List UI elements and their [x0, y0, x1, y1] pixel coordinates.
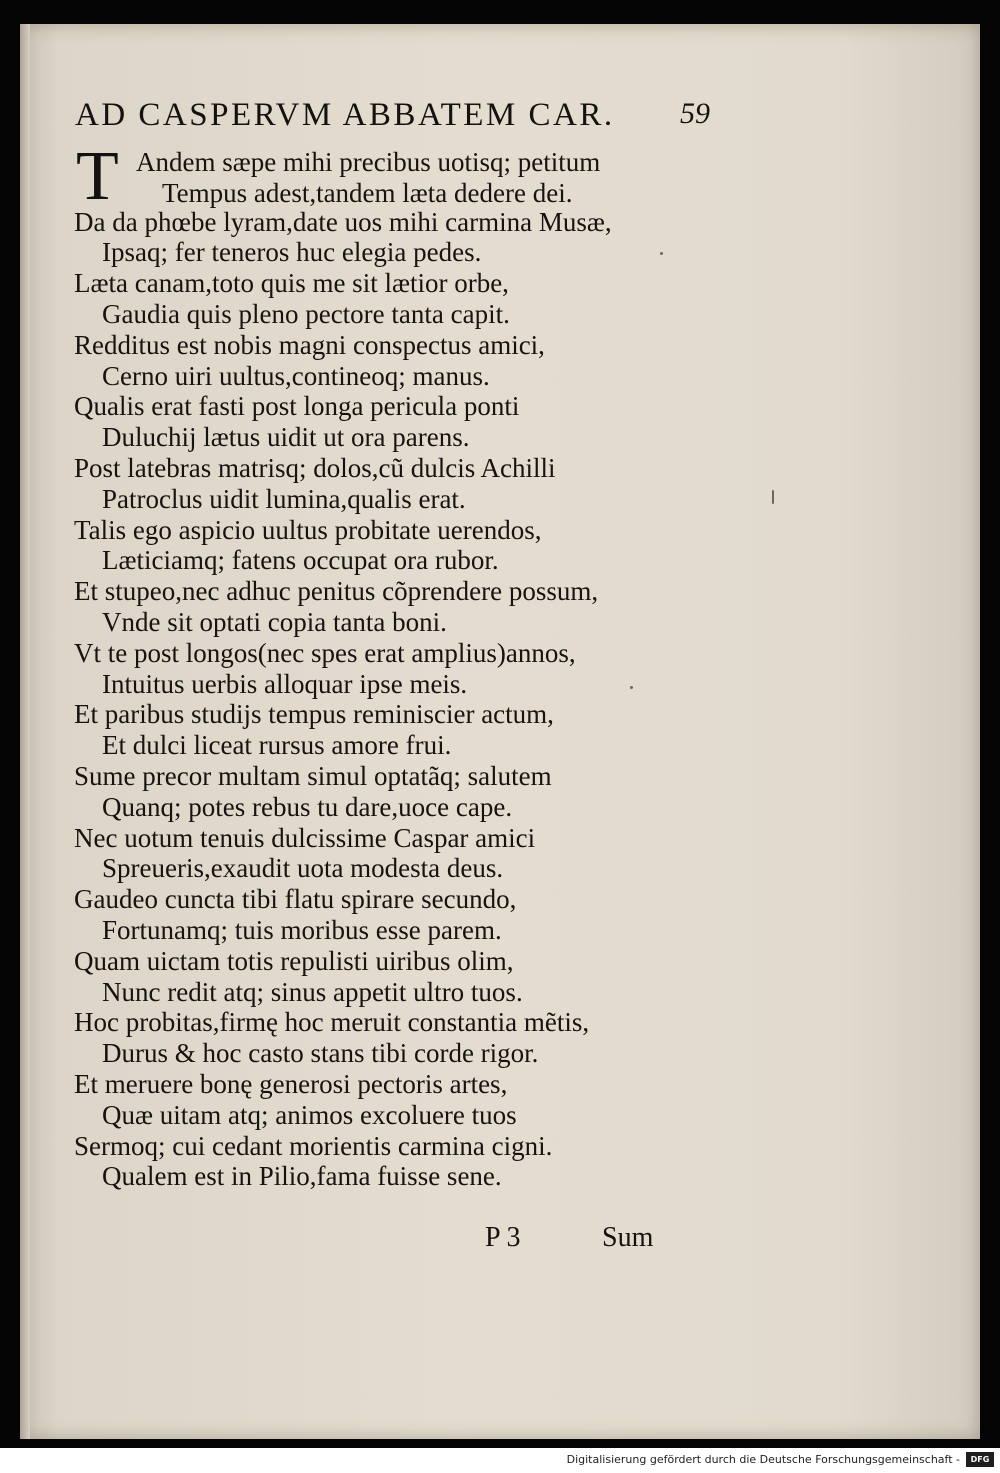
poem-line: Sermoq; cui cedant morientis carmina cigni.	[74, 1130, 553, 1161]
poem-line: Cerno uiri uultus,contineoq; manus.	[102, 360, 490, 391]
catchline	[70, 1222, 710, 1258]
digitization-footer	[0, 1448, 1000, 1473]
poem-line: Læticiamq; fatens occupat ora rubor.	[102, 545, 499, 576]
poem-line: Et paribus studijs tempus reminiscier actum,	[74, 699, 554, 730]
poem-line: Qualem est in Pilio,fama fuisse sene.	[102, 1161, 502, 1192]
poem-line: Patroclus uidit lumina,qualis erat.	[102, 483, 466, 514]
running-title: AD CASPERVM ABBATEM CAR.	[75, 97, 615, 133]
poem-line: Quæ uitam atq; animos excoluere tuos	[102, 1099, 517, 1130]
poem-line: Gaudeo cuncta tibi flatu spirare secundo,	[74, 884, 517, 915]
ink-speck	[772, 490, 774, 504]
poem-line: Andem sæpe mihi precibus uotisq; petitum	[136, 147, 601, 177]
page-edge	[20, 24, 30, 1439]
signature-mark: P 3	[485, 1222, 521, 1253]
poem-line: Duluchij lætus uidit ut ora parens.	[102, 422, 470, 453]
poem-line: Gaudia quis pleno pectore tanta capit.	[102, 298, 510, 329]
poem-line: Spreueris,exaudit uota modesta deus.	[102, 853, 504, 884]
poem-line: Et dulci liceat rursus amore frui.	[102, 730, 452, 761]
poem-line: Sume precor multam simul optatãq; salutem	[74, 760, 552, 791]
folio-number: 59	[680, 97, 710, 130]
poem-line: Et meruere bonę generosi pectoris artes,	[74, 1068, 508, 1099]
opening-couplet	[70, 138, 710, 215]
running-head	[75, 97, 715, 139]
poem-line: Redditus est nobis magni conspectus amici,	[74, 329, 545, 360]
poem-line: Vt te post longos(nec spes erat amplius)annos,	[74, 637, 576, 668]
poem-line: Vnde sit optati copia tanta boni.	[102, 606, 447, 637]
poem-line: Talis ego aspicio uultus probitate uerendos,	[74, 514, 542, 545]
poem-line: Ipsaq; fer teneros huc elegia pedes.	[102, 237, 482, 268]
funding-notice: Digitalisierung gefördert durch die Deutsche Forschungsgemeinschaft -	[566, 1453, 960, 1466]
poem-line: Et stupeo,nec adhuc penitus cõprendere possum,	[74, 576, 599, 607]
poem-line: Læta canam,toto quis me sit lætior orbe,	[74, 268, 509, 299]
poem-line: Nec uotum tenuis dulcissime Caspar amici	[74, 822, 536, 853]
poem-line: Nunc redit atq; sinus appetit ultro tuos.	[102, 976, 523, 1007]
poem-line: Intuitus uerbis alloquar ipse meis.	[102, 668, 468, 699]
poem-line: Quam uictam totis repulisti uiribus olim,	[74, 945, 514, 976]
poem-line: Post latebras matrisq; dolos,cũ dulcis Achilli	[74, 452, 556, 483]
dfg-logo: DFG	[966, 1452, 994, 1467]
catchword: Sum	[602, 1222, 654, 1253]
poem-line: Fortunamq; tuis moribus esse parem.	[102, 914, 502, 945]
poem-line: Durus & hoc casto stans tibi corde rigor.	[102, 1038, 539, 1069]
poem-line: Quanq; potes rebus tu dare,uoce cape.	[102, 791, 513, 822]
poem-body	[70, 138, 710, 1192]
poem-line: Da da phœbe lyram,date uos mihi carmina Musæ,	[74, 206, 612, 237]
poem-line: Tempus adest,tandem læta dedere dei.	[162, 178, 573, 208]
poem-line: Qualis erat fasti post longa pericula ponti	[74, 391, 520, 422]
poem-line: Hoc probitas,firmę hoc meruit constantia mẽtis,	[74, 1007, 590, 1038]
drop-capital: T	[76, 138, 119, 215]
